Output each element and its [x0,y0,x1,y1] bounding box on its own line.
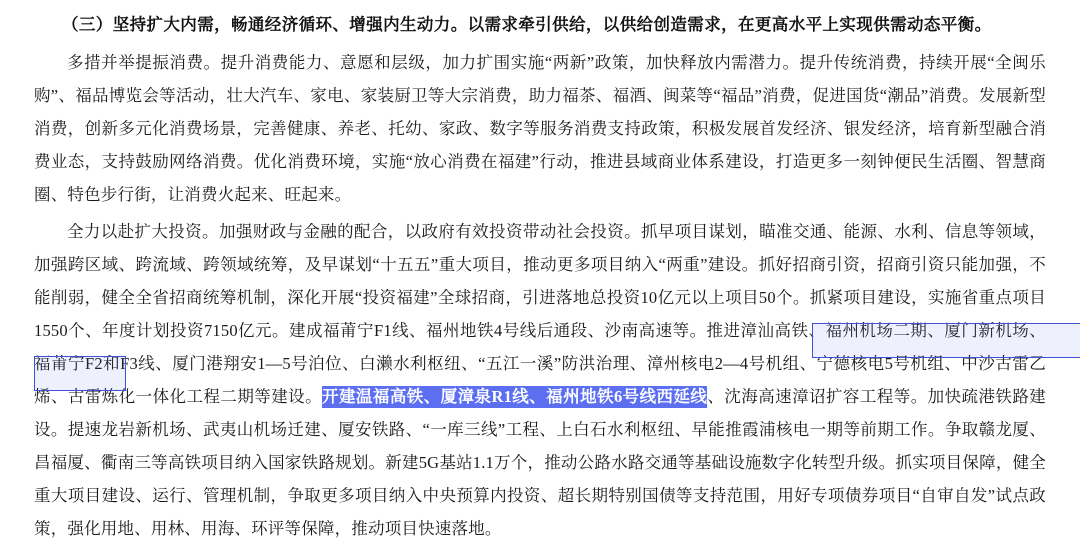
paragraph-investment [34,215,1046,545]
paragraph-investment-part-1: 全力以赴扩大投资。加强财政与金融的配合，以政府有效投资带动社会投资。抓早项目谋划，瞄准交通、能源、水利、信息等领域，加强跨区域、跨流域、跨领域统筹，及早谋划“十五五”重大项目，推动更多项目纳入“两重”建设。抓好招商引资，招商引资只能加强，不能削弱，健全全省招商统筹机制，深化开展“投资福建”全球招商，引进落地总投资10亿元以上项目50个。抓紧项目建设，实施省重点项目1550个、年度计划投资7150亿元。建成福莆宁F1线、福州地铁4号线后通段、沙南高速等。推进漳汕高铁、福州机场二期、厦门新机场、福莆宁F2和F3线、厦门港翔安1—5号泊位、白濑水利枢纽、“五江一溪”防洪治理、漳州核电2—4号机组、宁德核电5号机组、中沙古雷乙烯、古雷炼化一体化工程二期等建设。 [34,222,1046,406]
document-body [34,10,1046,545]
selected-text-highlight[interactable]: 开建温福高铁、厦漳泉R1线、福州地铁6号线西延线 [322,387,708,406]
paragraph-consumption: 多措并举提振消费。提升消费能力、意愿和层级，加力扩围实施“两新”政策，加快释放内需潜力。提升传统消费，持续开展“全闽乐购”、福品博览会等活动，壮大汽车、家电、家装厨卫等大宗消费，助力福茶、福酒、闽菜等“福品”消费，促进国货“潮品”消费。发展新型消费，创新多元化消费场景，完善健康、养老、托幼、家政、数字等服务消费支持政策，积极发展首发经济、银发经济，培育新型融合消费业态，支持鼓励网络消费。优化消费环境，实施“放心消费在福建”行动，推进县域商业体系建设，打造更多一刻钟便民生活圈、智慧商圈、特色步行街，让消费火起来、旺起来。 [34,53,1046,204]
paragraph-investment-part-2: 、沈海高速漳诏扩容工程等。加快疏港铁路建设。提速龙岩新机场、武夷山机场迁建、厦安铁路、“一库三线”工程、上白石水利枢纽、早能推霞浦核电一期等前期工作。争取赣龙厦、昌福厦、衢南三等高铁项目纳入国家铁路规划。新建5G基站1.1万个，推动公路水路交通等基础设施数字化转型升级。抓实项目保障，健全重大项目建设、运行、管理机制，争取更多项目纳入中央预算内投资、超长期特别国债等支持范围，用好专项债券项目“自审自发”试点政策，强化用地、用林、用海、环评等保障，推动项目快速落地。 [34,387,1047,538]
section-heading: （三）坚持扩大内需，畅通经济循环、增强内生动力。以需求牵引供给，以供给创造需求，在更高水平上实现供需动态平衡。 [62,15,992,34]
